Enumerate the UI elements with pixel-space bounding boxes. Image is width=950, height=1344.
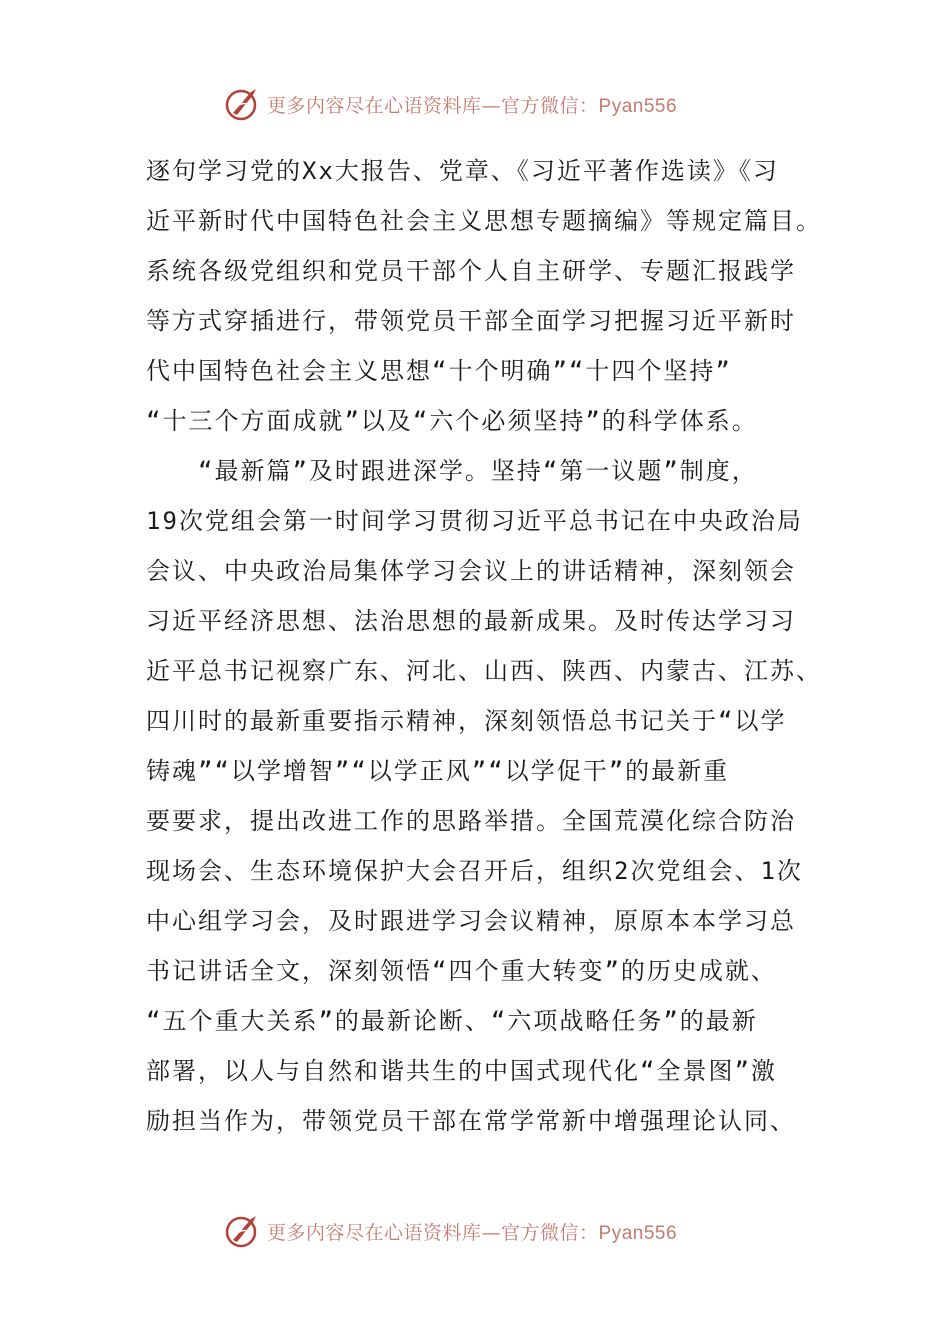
text-line: 等方式穿插进行，带领党员干部全面学习把握习近平新时 (146, 307, 796, 335)
text-line: 励担当作为，带领党员干部在常学常新中增强理论认同、 (146, 1107, 796, 1135)
text-line: 近平总书记视察广东、河北、山西、陕西、内蒙古、江苏、 (146, 657, 822, 685)
quill-logo-icon (225, 1213, 261, 1249)
text-line: 铸魂”“以学增智”“以学正风”“以学促干”的最新重 (146, 757, 730, 785)
text-line: 四川时的最新重要指示精神，深刻领悟总书记关于“以学 (146, 707, 787, 735)
footer-banner-text: 更多内容尽在心语资料库—官方微信：Pyan556 (267, 1221, 678, 1244)
paragraph-start-line: “最新篇”及时跟进深学。坚持“第一议题”制度， (146, 457, 758, 485)
text-line: 要要求，提出改进工作的思路举措。全国荒漠化综合防治 (146, 807, 796, 835)
text-line: 书记讲话全文，深刻领悟“四个重大转变”的历史成就、 (146, 957, 777, 985)
text-line: 代中国特色社会主义思想“十个明确”“十四个坚持” (146, 357, 732, 385)
text-line: 部署，以人与自然和谐共生的中国式现代化“全景图”激 (146, 1057, 777, 1085)
footer-watermark-banner (225, 1211, 677, 1251)
quill-logo-icon (225, 86, 261, 122)
document-body (146, 146, 826, 1146)
header-wechat-id: Pyan556 (598, 95, 678, 117)
footer-wechat-id: Pyan556 (598, 1222, 678, 1244)
text-line: 习近平经济思想、法治思想的最新成果。及时传达学习习 (146, 607, 796, 635)
text-line: 逐句学习党的Xx大报告、党章、《习近平著作选读》《习 (146, 157, 779, 185)
text-line: 近平新时代中国特色社会主义思想专题摘编》等规定篇目。 (146, 207, 822, 235)
text-line: 中心组学习会，及时跟进学习会议精神，原原本本学习总 (146, 907, 796, 935)
header-banner-text: 更多内容尽在心语资料库—官方微信：Pyan556 (267, 94, 678, 117)
text-line: 现场会、生态环境保护大会召开后，组织2次党组会、1次 (146, 857, 803, 885)
text-line: “五个重大关系”的最新论断、“六项战略任务”的最新 (146, 1007, 758, 1035)
header-watermark-banner (225, 84, 677, 124)
text-line: 会议、中央政治局集体学习会议上的讲话精神，深刻领会 (146, 557, 796, 585)
text-line: 系统各级党组织和党员干部个人自主研学、专题汇报践学 (146, 257, 796, 285)
text-line: “十三个方面成就”以及“六个必须坚持”的科学体系。 (146, 407, 758, 435)
text-line: 19次党组会第一时间学习贯彻习近平总书记在中央政治局 (146, 507, 803, 535)
